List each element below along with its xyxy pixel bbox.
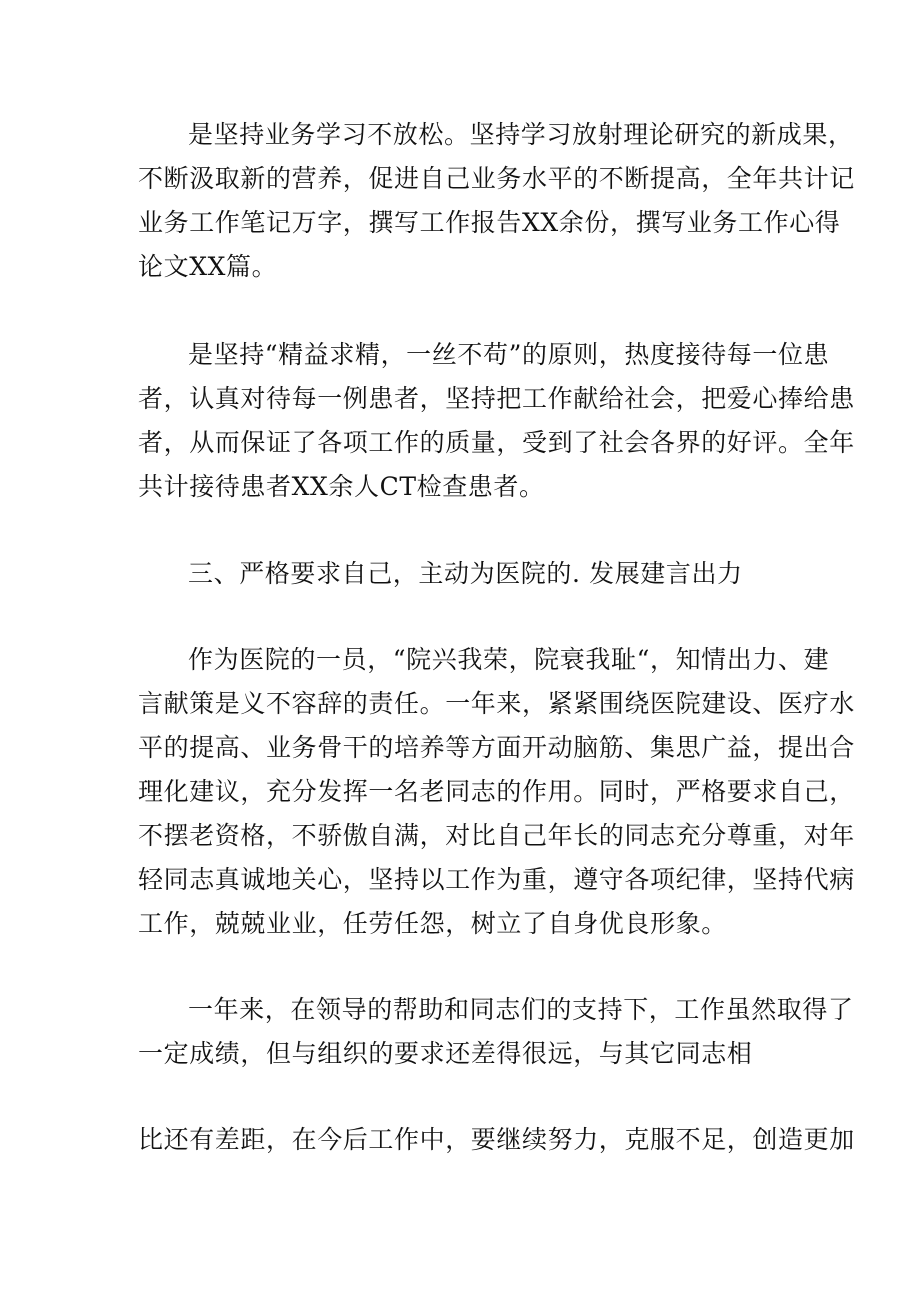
paragraph-1-line-4: 论文XX篇。 — [138, 252, 278, 281]
paragraph-2-line-4: 共计接待患者XX余人CT检查患者。 — [138, 472, 545, 501]
paragraph-3-line-4: 理化建议，充分发挥一名老同志的作用。同时，严格要求自己， — [138, 777, 855, 806]
paragraph-3-line-3: 平的提高、业务骨干的培养等方面开动脑筋、集思广益，提出合 — [138, 733, 855, 762]
paragraph-3-line-1: 作为医院的一员，“院兴我荣，院衰我耻“，知情出力、建 — [188, 645, 830, 674]
paragraph-1-line-2: 不断汲取新的营养，促进自己业务水平的不断提高，全年共计记 — [138, 164, 855, 193]
paragraph-1-line-1: 是坚持业务学习不放松。坚持学习放射理论研究的新成果， — [188, 120, 854, 149]
paragraph-5-line-1: 比还有差距，在今后工作中，要继续努力，克服不足，创造更加 — [138, 1125, 855, 1154]
paragraph-4-line-1: 一年来，在领导的帮助和同志们的支持下，工作虽然取得了 — [188, 995, 854, 1024]
paragraph-1-line-3: 业务工作笔记万字，撰写工作报告XX余份，撰写业务工作心得 — [138, 208, 841, 237]
section-heading-3: 三、严格要求自己，主动为医院的. 发展建言出力 — [188, 559, 743, 588]
paragraph-3-line-6: 轻同志真诚地关心，坚持以工作为重，遵守各项纪律，坚持代病 — [138, 865, 855, 894]
paragraph-2-line-2: 者，认真对待每一例患者，坚持把工作献给社会，把爱心捧给患 — [138, 384, 855, 413]
paragraph-2-line-3: 者，从而保证了各项工作的质量，受到了社会各界的好评。全年 — [138, 428, 855, 457]
paragraph-2-line-1: 是坚持“精益求精，一丝不苟”的原则，热度接待每一位患 — [188, 340, 830, 369]
paragraph-4-line-2: 一定成绩，但与组织的要求还差得很远，与其它同志相 — [138, 1039, 753, 1068]
paragraph-3-line-5: 不摆老资格，不骄傲自满，对比自己年长的同志充分尊重，对年 — [138, 821, 855, 850]
paragraph-3-line-2: 言献策是义不容辞的责任。一年来，紧紧围绕医院建设、医疗水 — [138, 689, 855, 718]
paragraph-3-line-7: 工作，兢兢业业，任劳任怨，树立了自身优良形象。 — [138, 909, 727, 938]
